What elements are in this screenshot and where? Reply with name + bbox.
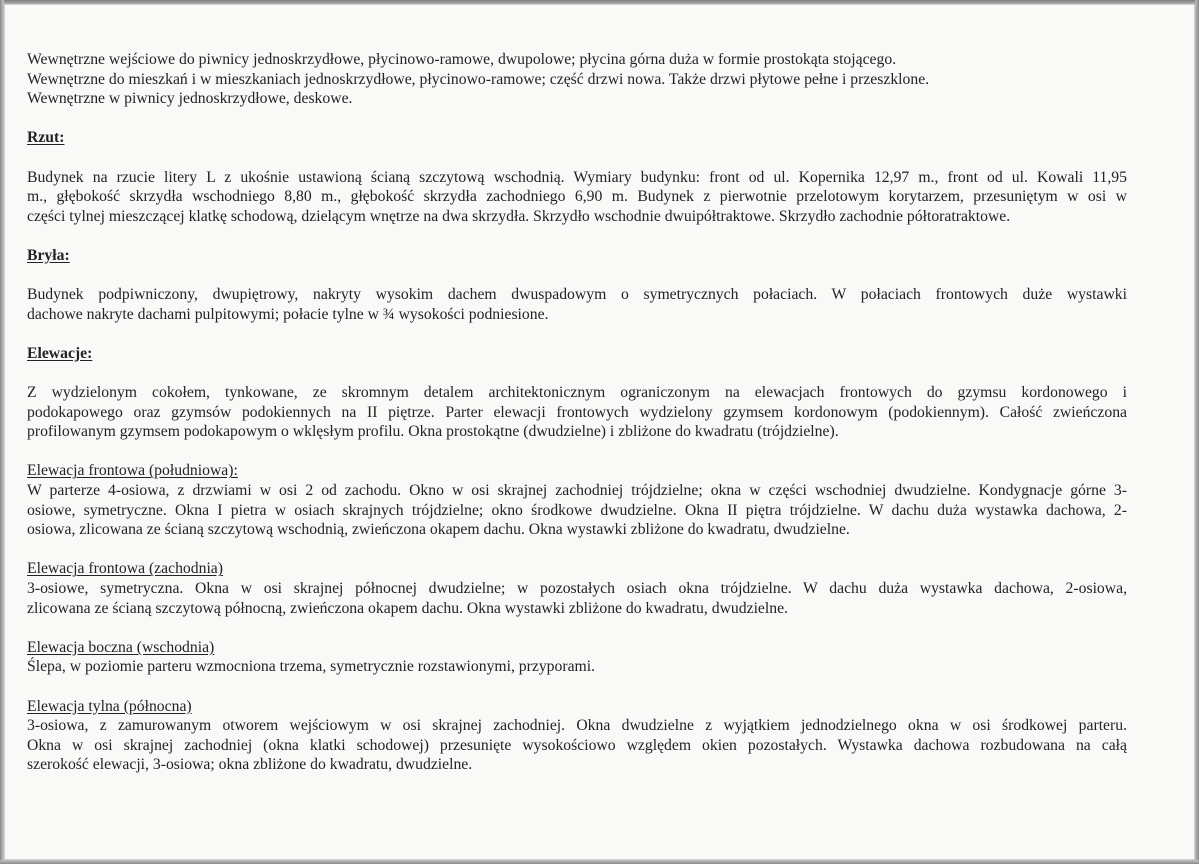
- frontowa-poludniowa-line-1: W parterze 4-osiowa, z drzwiami w osi 2 od zachodu. Okno w osi skrajnej zachodniej trójdzielne; okna w części wschodniej dwudzielne. Kondygnacje górne 3-: [27, 482, 1127, 500]
- doors-line-2: Wewnętrzne do mieszkań i w mieszkaniach jednoskrzydłowe, płycinowo-ramowe; część drzwi nowa. Także drzwi płytowe pełne i przeszklone.: [27, 70, 930, 88]
- bryla-line-1: Budynek podpiwniczony, dwupiętrowy, nakryty wysokim dachem dwuspadowym o symetrycznych połaciach. W połaciach frontowych duże wystawki: [27, 286, 1127, 304]
- document-body: [27, 50, 1127, 775]
- spacer: [27, 677, 1127, 697]
- spacer: [27, 540, 1127, 560]
- spacer: [27, 364, 1127, 384]
- frontowa-poludniowa-heading: Elewacja frontowa (południowa):: [27, 462, 238, 480]
- spacer: [27, 324, 1127, 344]
- spacer: [27, 109, 1127, 129]
- frontowa-poludniowa-line-2: osiowe, symetryczne. Okna I pietra w osiach skrajnych trójdzielne; okno środkowe dwudzielne. Okna II piętra trójdzielne. W dachu duża wystawka dachowa, 2-: [27, 501, 1127, 519]
- doors-line-1: Wewnętrzne wejściowe do piwnicy jednoskrzydłowe, płycinowo-ramowe, dwupolowe; płycina górna duża w formie prostokąta stojącego.: [27, 51, 897, 68]
- tylna-polnocna-line-3: szerokość elewacji, 3-osiowa; okna zbliżone do kwadratu, dwudzielne.: [27, 756, 473, 774]
- elewacje-heading: Elewacje:: [27, 344, 93, 362]
- spacer: [27, 266, 1127, 286]
- doors-section: [27, 50, 1127, 109]
- boczna-wschodnia-line-1: Ślepa, w poziomie parteru wzmocniona trzema, symetrycznie rozstawionymi, przyporami.: [27, 658, 596, 676]
- spacer: [27, 618, 1127, 638]
- rzut-line-3: części tylnej mieszczącej klatkę schodową, dzielącym wnętrze na dwa skrzydła. Skrzydło wschodnie dwuipółtraktowe. Skrzydło zachodnie półtoratraktowe.: [27, 207, 1011, 225]
- rzut-heading: Rzut:: [27, 129, 65, 147]
- elewacje-line-2: podokapowego oraz gzymsów podokiennych na II piętrze. Parter elewacji frontowych wydzielony gzymsem kordonowym (podokiennym). Całość zwieńczona: [27, 403, 1127, 421]
- scan-edge-bottom: [0, 860, 1199, 864]
- tylna-polnocna-line-2: Okna w osi skrajnej zachodniej (okna klatki schodowej) przesunięte wysokościowo względem okien pozostałych. Wystawka dachowa rozbudowana na całą: [27, 736, 1127, 754]
- tylna-polnocna-heading: Elewacja tylna (północna): [27, 697, 192, 715]
- frontowa-zachodnia-line-1: 3-osiowe, symetryczna. Okna w osi skrajnej północnej dwudzielne; w pozostałych osiach okna trójdzielne. W dachu duża wystawka dachowa, 2-osiowa,: [27, 580, 1127, 598]
- elewacje-line-3: profilowanym gzymsem podokapowym o wklęsłym profilu. Okna prostokątne (dwudzielne) i zbliżone do kwadratu (trójdzielne).: [27, 423, 839, 441]
- scan-edge-right: [1195, 0, 1199, 864]
- bryla-heading: Bryła:: [27, 246, 70, 264]
- rzut-line-1: Budynek na rzucie litery L z ukośnie ustawioną ścianą szczytową wschodnią. Wymiary budynku: front od ul. Kopernika 12,97 m., front od ul. Kowali 11,95: [27, 168, 1127, 186]
- frontowa-poludniowa-section: [27, 461, 1127, 539]
- boczna-wschodnia-heading: Elewacja boczna (wschodnia): [27, 638, 215, 656]
- frontowa-zachodnia-heading: Elewacja frontowa (zachodnia): [27, 560, 223, 578]
- tylna-polnocna-line-1: 3-osiowa, z zamurowanym otworem wejściowym w osi skrajnej zachodniej. Okna dwudzielne z wyjątkiem jednodzielnego okna w osi środkowej parteru.: [27, 717, 1127, 735]
- rzut-line-2: m., głębokość skrzydła wschodniego 8,80 m., głębokość skrzydła zachodniego 6,90 m. Budynek z pierwotnie przelotowym korytarzem, przesuniętym w osi w: [27, 188, 1127, 206]
- frontowa-zachodnia-line-2: zlicowana ze ścianą szczytową północną, zwieńczona okapem dachu. Okna wystawki zbliżone do kwadratu, dwudzielne.: [27, 599, 788, 617]
- boczna-wschodnia-section: [27, 638, 1127, 677]
- bryla-line-2: dachowe nakryte dachami pulpitowymi; połacie tylne w ¾ wysokości podniesione.: [27, 305, 549, 323]
- frontowa-zachodnia-section: [27, 559, 1127, 618]
- bryla-section: [27, 246, 1127, 324]
- elewacje-line-1: Z wydzielonym cokołem, tynkowane, ze skromnym detalem architektonicznym ograniczonym na elewacjach frontowych do gzymsu kordonowego i: [27, 384, 1127, 402]
- spacer: [27, 148, 1127, 168]
- doors-line-3: Wewnętrzne w piwnicy jednoskrzydłowe, deskowe.: [27, 90, 353, 108]
- frontowa-poludniowa-line-3: osiowa, zlicowana ze ścianą szczytową wschodnią, zwieńczona okapem dachu. Okna wystawki zbliżone do kwadratu, dwudzielne.: [27, 521, 850, 539]
- tylna-polnocna-section: [27, 697, 1127, 775]
- elewacje-section: [27, 344, 1127, 442]
- spacer: [27, 226, 1127, 246]
- rzut-section: [27, 128, 1127, 226]
- spacer: [27, 442, 1127, 462]
